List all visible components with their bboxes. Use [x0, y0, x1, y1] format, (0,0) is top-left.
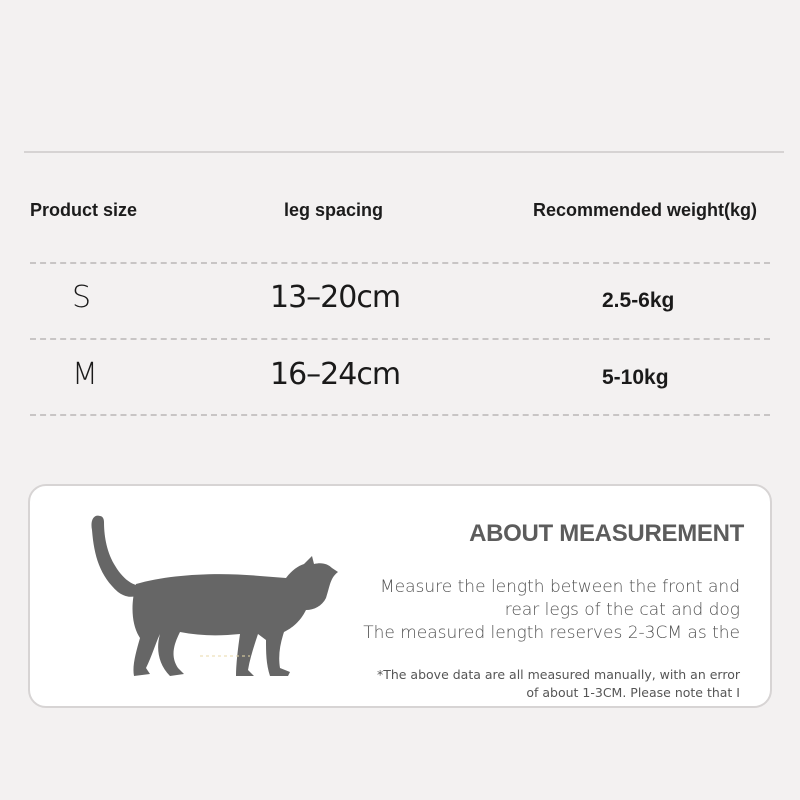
row-divider	[30, 414, 770, 416]
row-m-weight: 5-10kg	[602, 366, 669, 389]
row-divider	[30, 262, 770, 264]
header-leg-spacing: leg spacing	[284, 200, 384, 220]
row-s-leg-spacing: 13–20cm	[270, 280, 401, 315]
header-product-size: Product size	[30, 200, 138, 220]
top-divider	[24, 151, 784, 153]
note-line: of about 1-3CM. Please note that I	[526, 685, 740, 700]
description-line: The measured length reserves 2-3CM as the	[363, 623, 740, 643]
header-recommended-weight: Recommended weight(kg)	[533, 200, 758, 220]
row-divider	[30, 338, 770, 340]
description-line: rear legs of the cat and dog	[504, 600, 740, 620]
note-line: *The above data are all measured manually, with an error	[376, 667, 740, 682]
description-line: Measure the length between the front and	[379, 577, 740, 597]
cat-silhouette-icon	[60, 506, 340, 686]
measurement-card	[28, 484, 772, 708]
about-measurement-title: ABOUT MEASUREMENT	[469, 520, 744, 547]
row-m-leg-spacing: 16–24cm	[270, 357, 401, 392]
row-m-size: M	[72, 357, 98, 392]
measurement-note	[377, 666, 740, 702]
row-s-size: S	[72, 280, 92, 315]
row-s-weight: 2.5-6kg	[602, 289, 675, 312]
measurement-description	[363, 576, 740, 645]
